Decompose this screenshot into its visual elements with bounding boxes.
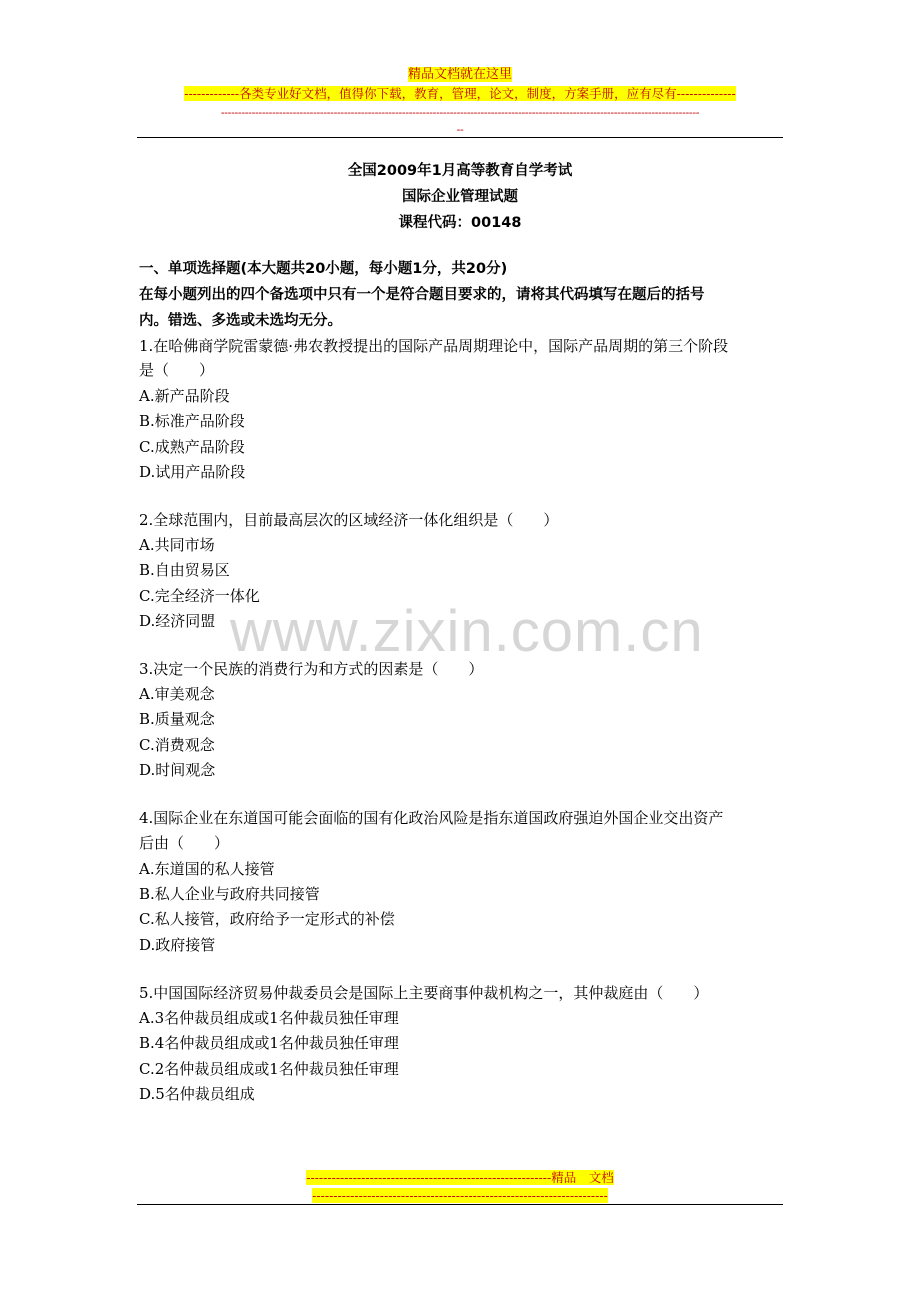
header-dash-line (0, 104, 920, 138)
question-5-option-b: B.4名仲裁员组成或1名仲裁员独任审理 (139, 1034, 399, 1052)
footer-divider (137, 1204, 783, 1205)
header-sub-banner (0, 85, 920, 102)
question-1-option-d: D.试用产品阶段 (139, 463, 246, 481)
question-2-option-c: C.完全经济一体化 (139, 587, 260, 605)
question-3-stem: 3.决定一个民族的消费行为和方式的因素是（ ） (139, 660, 484, 678)
footer-banner (0, 1169, 920, 1186)
question-1-stem: 1.在哈佛商学院雷蒙德·弗农教授提出的国际产品周期理论中，国际产品周期的第三个阶段 (139, 337, 729, 355)
question-2-option-b: B.自由贸易区 (139, 561, 230, 579)
question-4-stem-cont: 后由（ ） (139, 834, 230, 852)
question-2-option-a: A.共同市场 (139, 536, 215, 554)
header-dash-line2: -- (456, 123, 464, 136)
question-3-option-c: C.消费观念 (139, 736, 215, 754)
question-4-option-c: C.私人接管，政府给予一定形式的补偿 (139, 910, 395, 928)
section-heading: 一、单项选择题(本大题共20小题，每小题1分，共20分) (139, 261, 508, 277)
question-5-option-d: D.5名仲裁员组成 (139, 1085, 255, 1103)
question-1-option-b: B.标准产品阶段 (139, 412, 245, 430)
header-banner-text: 精品文档就在这里 (407, 67, 512, 82)
question-3-option-d: D.时间观念 (139, 761, 216, 779)
question-5-stem: 5.中国国际经济贸易仲裁委员会是国际上主要商事仲裁机构之一，其仲裁庭由（ ） (139, 984, 709, 1002)
question-1-option-a: A.新产品阶段 (139, 387, 230, 405)
course-code: 课程代码：00148 (398, 215, 522, 231)
footer-dash (0, 1187, 920, 1204)
footer-dash-text: ---------------------------------------------------------------------- (312, 1188, 608, 1203)
question-1-option-c: C.成熟产品阶段 (139, 438, 245, 456)
question-2-stem: 2.全球范围内，目前最高层次的区域经济一体化组织是（ ） (139, 511, 559, 529)
exam-title: 全国2009年1月高等教育自学考试 (347, 163, 573, 179)
question-1-stem-cont: 是（ ） (139, 361, 215, 379)
section-instruction-1: 在每小题列出的四个备选项中只有一个是符合题目要求的，请将其代码填写在题后的括号 (139, 287, 705, 303)
footer-banner-text: ----------------------------------------------------------精品 文档 (306, 1170, 614, 1185)
question-3-option-a: A.审美观念 (139, 685, 215, 703)
watermark: www.zixin.com.cn (230, 599, 704, 664)
header-dash-line1: -------------------------------------------------------------------------------------------------------------------------------------------- (220, 106, 700, 119)
header-banner (0, 66, 920, 83)
question-4-stem: 4.国际企业在东道国可能会面临的国有化政治风险是指东道国政府强迫外国企业交出资产 (139, 809, 724, 827)
header-sub-banner-text: -------------各类专业好文档，值得你下载，教育，管理，论文，制度，方案手册，应有尽有-------------- (184, 86, 736, 101)
question-5-option-a: A.3名仲裁员组成或1名仲裁员独任审理 (139, 1009, 399, 1027)
question-5-option-c: C.2名仲裁员组成或1名仲裁员独任审理 (139, 1060, 399, 1078)
question-4-option-a: A.东道国的私人接管 (139, 860, 275, 878)
section-instruction-2: 内。错选、多选或未选均无分。 (139, 313, 342, 329)
subject-title: 国际企业管理试题 (402, 189, 518, 205)
header-divider (137, 137, 783, 138)
question-2-option-d: D.经济同盟 (139, 612, 216, 630)
question-4-option-b: B.私人企业与政府共同接管 (139, 885, 320, 903)
question-3-option-b: B.质量观念 (139, 710, 215, 728)
question-4-option-d: D.政府接管 (139, 936, 216, 954)
